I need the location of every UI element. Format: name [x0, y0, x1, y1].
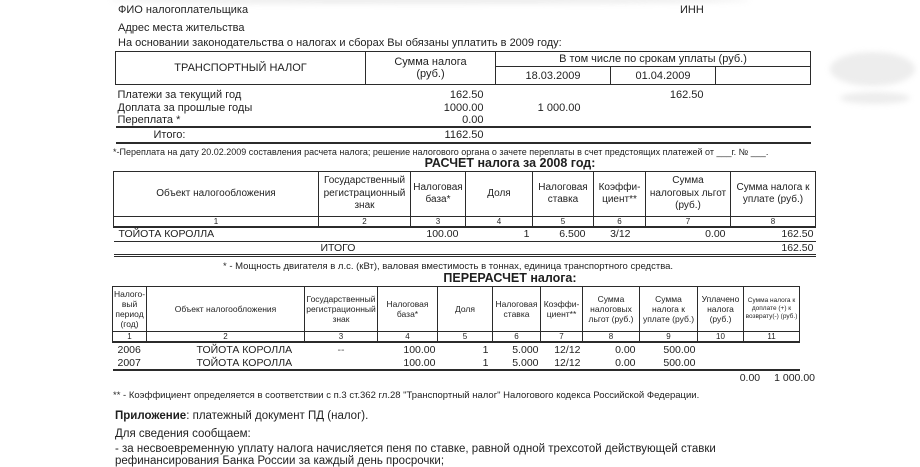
calc-coeff: 3/12: [594, 227, 646, 241]
info-heading: Для сведения сообщаем:: [115, 428, 251, 440]
total-row: [114, 241, 816, 255]
column-number: 8: [583, 332, 640, 343]
attachment-label: Приложение: [115, 410, 187, 422]
intro-line: На основании законодательства о налогах и сборах Вы обязаны уплатить в 2009 году:: [118, 37, 562, 49]
recalc-delta: [744, 342, 800, 356]
row-term2: [611, 101, 716, 114]
recalc-paid: [698, 356, 744, 370]
recalc-total-paid: 0.00: [739, 372, 761, 384]
recalc-paid: [698, 342, 744, 356]
calc-header: Доля: [466, 172, 533, 217]
column-number: 7: [646, 217, 731, 228]
recalc-base: 100.00: [378, 356, 438, 370]
table-row: [116, 101, 811, 114]
recalc-header: Объект налогообложения: [147, 287, 305, 332]
row-sum: 1000.00: [443, 101, 484, 114]
recalc-reg: [305, 356, 378, 370]
penalty-line: - за несвоевременную уплату налога начисляется пеня по ставке, равной одной трехсотой действующей ставки: [115, 443, 716, 455]
term-date-1: 18.03.2009: [496, 67, 611, 85]
row-term2: 162.50: [669, 89, 704, 101]
recalc-header: Сумма налоговых льгот (руб.): [583, 287, 640, 332]
recalc-year: 2006: [117, 343, 141, 356]
recalc-coeff: 12/12: [554, 343, 581, 356]
calc-benefits: 0.00: [646, 227, 731, 241]
column-number: 5: [533, 217, 594, 228]
column-number: 8: [731, 217, 816, 228]
taxpayer-name-label: ФИО налогоплательщика: [118, 4, 249, 16]
table-row: [116, 85, 811, 102]
calc-header: Коэффи-циент**: [594, 172, 646, 217]
recalc-header: Коэффи-циент**: [541, 287, 583, 332]
recalc-header: Государственный регистрационный знак: [305, 287, 378, 332]
recalc-reg: --: [337, 343, 345, 356]
row-label: Платежи за текущий год: [117, 89, 242, 101]
term-date-3: [716, 67, 811, 85]
recalc-totals-line: [110, 372, 815, 384]
column-number: 2: [147, 332, 305, 343]
recalc-table: [112, 286, 800, 371]
calc-total-value: 162.50: [731, 241, 816, 255]
recalc-object: ТОЙОТА КОРОЛЛА: [196, 343, 293, 356]
calc-base: 100.00: [411, 227, 466, 241]
table-row: [116, 114, 811, 127]
calc-header: Государственный регистрационный знак: [319, 172, 411, 217]
calc-header: Налоговая ставка: [533, 172, 594, 217]
recalc-delta: [744, 356, 800, 370]
row-sum: 162.50: [449, 89, 484, 101]
row-term1: [496, 85, 611, 102]
calc-header: Налоговая база*: [411, 172, 466, 217]
recalc-sum: 500.00: [640, 356, 698, 370]
term-date-2: 01.04.2009: [611, 67, 716, 85]
calc-header: Объект налогообложения: [114, 172, 319, 217]
address-label: Адрес места жительства: [118, 22, 245, 34]
clipped-line: рефинансирования Банка России за каждый день просрочки;: [115, 455, 445, 467]
calc-object: ТОЙОТА КОРОЛЛА: [114, 227, 319, 241]
column-number: 6: [594, 217, 646, 228]
column-number: 3: [411, 217, 466, 228]
recalc-coeff: 12/12: [541, 356, 583, 370]
calc-header: Сумма налога к уплате (руб.): [731, 172, 816, 217]
column-number: 6: [493, 332, 541, 343]
calc-table: [113, 171, 816, 257]
recalc-header: Сумма налога к уплате (руб.): [640, 287, 698, 332]
overpayment-footnote: *-Переплата на дату 20.02.2009 составления расчета налога; решение налогового органа о зачете переплаты в счет предстоящих платежей от ___г. № ___.: [113, 147, 769, 157]
recalc-rate: 5.000: [512, 343, 539, 356]
power-footnote: * - Мощность двигателя в л.с. (кВт), валовая вместимость в тоннах, единица транспортного средства.: [223, 261, 674, 272]
column-number: 3: [305, 332, 378, 343]
row-label: Переплата *: [117, 114, 181, 126]
recalc-header: Налого-вый период (год): [113, 287, 147, 332]
recalc-benefits: 0.00: [615, 343, 636, 356]
recalc-section-title: ПЕРЕРАСЧЕТ налога:: [443, 271, 577, 285]
column-number: 1: [113, 332, 147, 343]
recalc-header: Налоговая ставка: [493, 287, 541, 332]
coefficient-footnote: ** - Коэффициент определяется в соответствии с п.3 ст.362 гл.28 "Транспортный налог" Налогового кодекса Российской Федерации.: [113, 390, 700, 401]
column-number: 4: [378, 332, 438, 343]
table-row: [114, 227, 816, 241]
column-number: 5: [438, 332, 493, 343]
recalc-base: 100.00: [403, 343, 436, 356]
calc-header: Сумма налоговых льгот (руб.): [646, 172, 731, 217]
recalc-sum: 500.00: [663, 343, 696, 356]
row-term2: [611, 114, 716, 127]
recalc-header: Сумма налога к доплате (+) к возврату(-) (руб.): [744, 287, 800, 332]
attachment-text: : платежный документ ПД (налог).: [186, 410, 369, 422]
calc-rate: 6.500: [533, 227, 594, 241]
transport-tax-table: [115, 51, 811, 144]
recalc-total-delta: 1 000.00: [774, 372, 815, 384]
inn-label: ИНН: [680, 4, 704, 16]
row-term1: 1 000.00: [537, 101, 581, 114]
row-term1: [496, 114, 611, 127]
attachment-line: [115, 410, 368, 422]
column-number: 11: [744, 332, 800, 343]
total-value: 1162.50: [366, 127, 496, 143]
recalc-share: 1: [438, 356, 493, 370]
recalc-benefits: 0.00: [583, 356, 640, 370]
total-label: Итого:: [116, 127, 366, 143]
column-number: 1: [114, 217, 319, 228]
row-sum: 0.00: [462, 114, 484, 126]
scan-artifact: [840, 92, 910, 104]
calc-section-title: РАСЧЕТ налога за 2008 год:: [424, 156, 596, 170]
recalc-year: 2007: [113, 356, 147, 370]
recalc-object: ТОЙОТА КОРОЛЛА: [147, 356, 305, 370]
scan-artifact: [830, 52, 915, 86]
calc-total-label: ИТОГО: [319, 241, 411, 255]
row-label: Доплата за прошлые годы: [117, 101, 253, 114]
recalc-header: Уплачено налога (руб.): [698, 287, 744, 332]
calc-reg: [319, 227, 411, 241]
table-row: [113, 356, 800, 370]
table1-terms-header: В том числе по срокам уплаты (руб.): [496, 52, 811, 67]
table1-sum-header: Сумма налога (руб.): [366, 52, 496, 85]
table-row: [113, 342, 800, 356]
recalc-header: Доля: [438, 287, 493, 332]
column-number: 2: [319, 217, 411, 228]
total-row: [116, 127, 811, 143]
recalc-share: 1: [482, 343, 489, 356]
recalc-rate: 5.000: [493, 356, 541, 370]
column-number: 7: [541, 332, 583, 343]
column-number: 4: [466, 217, 533, 228]
column-number: 9: [640, 332, 698, 343]
table1-title: ТРАНСПОРТНЫЙ НАЛОГ: [116, 52, 366, 85]
calc-share: 1: [466, 227, 533, 241]
column-number: 10: [698, 332, 744, 343]
calc-sum: 162.50: [731, 227, 816, 241]
recalc-header: Налоговая база*: [378, 287, 438, 332]
